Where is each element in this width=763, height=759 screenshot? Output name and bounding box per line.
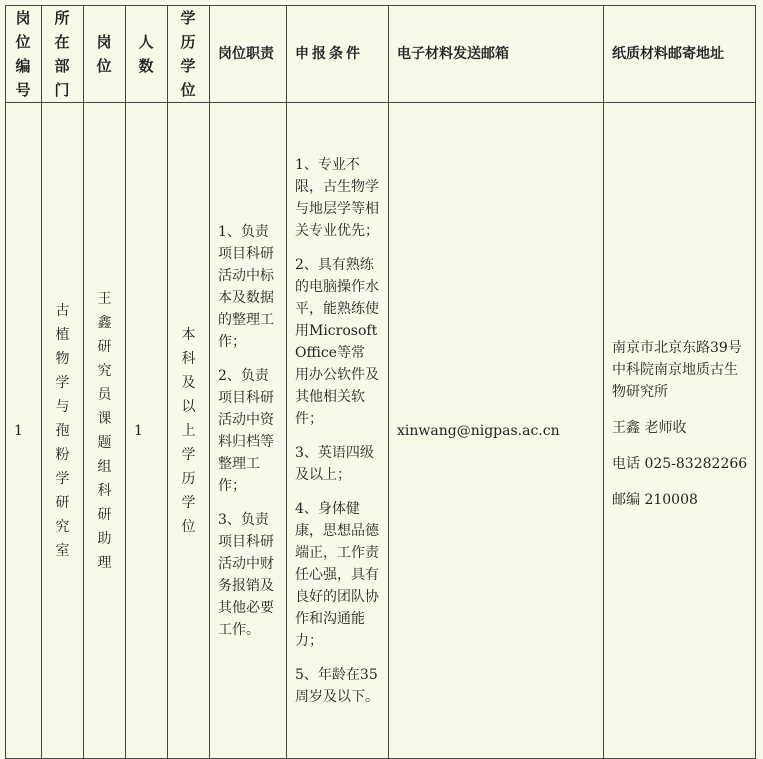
requirement-item: 3、英语四级及以上； (295, 444, 374, 483)
header-requirements: 申报条件 (287, 6, 389, 103)
cell-email (389, 103, 604, 759)
requirement-item: 5、年龄在35周岁及以下。 (295, 666, 379, 705)
header-address: 纸质材料邮寄地址 (604, 6, 756, 103)
header-post-no: 岗位编号 (6, 6, 42, 103)
cell-degree: 本科及以上学历学位 (168, 103, 210, 759)
header-duties: 岗位职责 (210, 6, 287, 103)
cell-department: 古植物学与孢粉学研究室 (42, 103, 84, 759)
recruitment-table (5, 5, 756, 759)
address-line: 南京市北京东路39号中科院南京地质古生物研究所 (612, 339, 742, 400)
header-count: 人数 (126, 6, 168, 103)
requirement-item: 2、具有熟练的电脑操作水平，能熟练使用Microsoft Office等常用办公软件及其他相关软件； (295, 256, 379, 427)
header-row (6, 6, 756, 103)
cell-post-no: 1 (6, 103, 42, 759)
address-postcode: 邮编 210008 (612, 491, 698, 508)
cell-duties (210, 103, 287, 759)
table-row (6, 103, 756, 759)
header-post: 岗位 (84, 6, 126, 103)
duty-item: 1、负责项目科研活动中标本及数据的整理工作； (218, 223, 274, 350)
cell-count: 1 (126, 103, 168, 759)
address-phone: 电话 025-83282266 (612, 455, 748, 472)
cell-post: 王鑫研究员课题组科研助理 (84, 103, 126, 759)
address-contact: 王鑫 老师收 (612, 419, 687, 436)
duty-item: 3、负责项目科研活动中财务报销及其他必要工作。 (218, 511, 274, 638)
cell-address (604, 103, 756, 759)
email-text[interactable]: xinwang@nigpas.ac.cn (397, 422, 560, 439)
header-degree: 学历学位 (168, 6, 210, 103)
header-department: 所在部门 (42, 6, 84, 103)
cell-requirements (287, 103, 389, 759)
header-email: 电子材料发送邮箱 (389, 6, 604, 103)
requirement-item: 1、专业不限，古生物学与地层学等相关专业优先； (295, 156, 379, 239)
duty-item: 2、负责项目科研活动中资料归档等整理工作； (218, 367, 274, 494)
requirement-item: 4、身体健康，思想品德端正，工作责任心强，具有良好的团队协作和沟通能力； (295, 500, 379, 649)
